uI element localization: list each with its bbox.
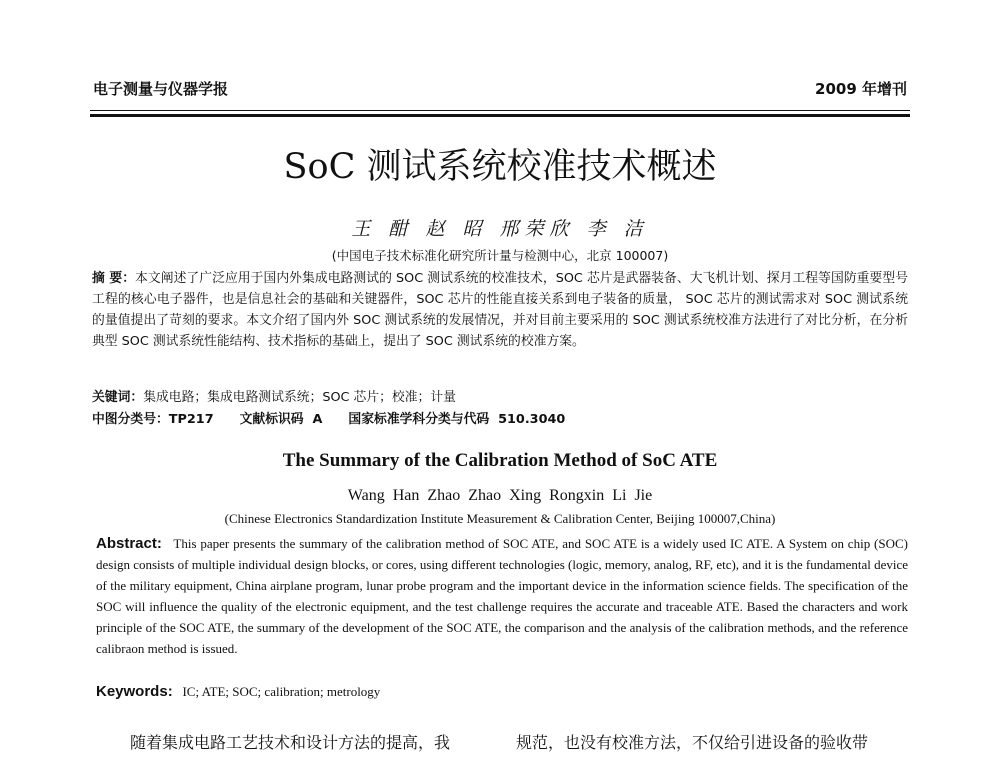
- header-rule-thin: [90, 110, 910, 111]
- abstract-cn-label: 摘 要：: [92, 271, 136, 286]
- clc-value: TP217: [168, 412, 214, 427]
- paper-title-en: The Summary of the Calibration Method of SoC ATE: [282, 450, 718, 471]
- clc-label: 中图分类号：: [92, 412, 169, 427]
- abstract-en-text: This paper presents the summary of the calibration method of SOC ATE, and SOC ATE is a widely used IC ATE. A System on chip (SOC) design consists of multiple individual design blocks, or cores, using different technologies (logic, memory, analog, RF, etc), and it is the fundamental device of the military equipment, China airplane program, lunar probe program and the important device in the information science fields. The specification of the SOC will influence the quality of the electronic equipment, and the test challenge requires the accurate and traceable ATE. Based the characters and work principle of the SOC ATE, the summary of the development of the SOC ATE, the comparison and the analysis of the calibration methods, and the reference calibraon method is issued.: [96, 536, 909, 656]
- keywords-en-text: IC; ATE; SOC; calibration; metrology: [182, 684, 381, 699]
- body-column-left: 随着集成电路工艺技术和设计方法的提高，我: [130, 733, 451, 752]
- keywords-en: [96, 682, 908, 702]
- paper-title-cn: SoC 测试系统校准技术概述: [283, 147, 717, 187]
- affiliation-cn: (中国电子技术标准化研究所计量与检测中心，北京 100007): [331, 248, 669, 263]
- abstract-en-label: Abstract:: [96, 535, 162, 552]
- abstract-cn-text: 本文阐述了广泛应用于国内外集成电路测试的 SOC 测试系统的校准技术，SOC 芯片是武器装备、大飞机计划、探月工程等国防重要型号工程的核心电子器件，也是信息社会的基础和关键器件，SOC 芯片的性能直接关系到电子装备的质量， SOC 芯片的测试需求对 SOC 测试系统的量值提出了苛刻的要求。本文介绍了国内外 SOC 测试系统的发展情况，并对目前主要采用的 SOC 测试系统校准方法进行了对比分析，在分析典型 SOC 测试系统性能结构、技术指标的基础上，提出了 SOC 测试系统的校准方案。: [92, 271, 908, 349]
- authors-cn: 王 酣 赵 昭 邢荣欣 李 洁: [351, 218, 649, 240]
- issue-label: 2009 年增刊: [815, 80, 907, 98]
- affiliation-en: (Chinese Electronics Standardization Institute Measurement & Calibration Center, Beijing 100007,China): [224, 511, 776, 526]
- authors-en: Wang Han Zhao Zhao Xing Rongxin Li Jie: [347, 487, 653, 504]
- std-code-label: 国家标准学科分类与代码: [348, 412, 490, 427]
- keywords-cn: [92, 388, 908, 408]
- doc-code-label: 文献标识码: [239, 412, 304, 427]
- abstract-cn: [92, 268, 908, 352]
- journal-name: 电子测量与仪器学报: [93, 80, 229, 98]
- classification-cn: [92, 410, 908, 430]
- std-code-value: 510.3040: [498, 412, 566, 427]
- body-column-right: 规范，也没有校准方法，不仅给引进设备的验收带: [516, 733, 869, 752]
- keywords-cn-label: 关键词：: [92, 390, 144, 405]
- keywords-cn-text: 集成电路；集成电路测试系统；SOC 芯片；校准；计量: [143, 390, 456, 405]
- keywords-en-label: Keywords:: [96, 683, 173, 700]
- doc-code-value: A: [312, 412, 323, 427]
- abstract-en: [96, 533, 908, 659]
- header-rule-thick: [90, 114, 910, 117]
- journal-header: [93, 78, 907, 100]
